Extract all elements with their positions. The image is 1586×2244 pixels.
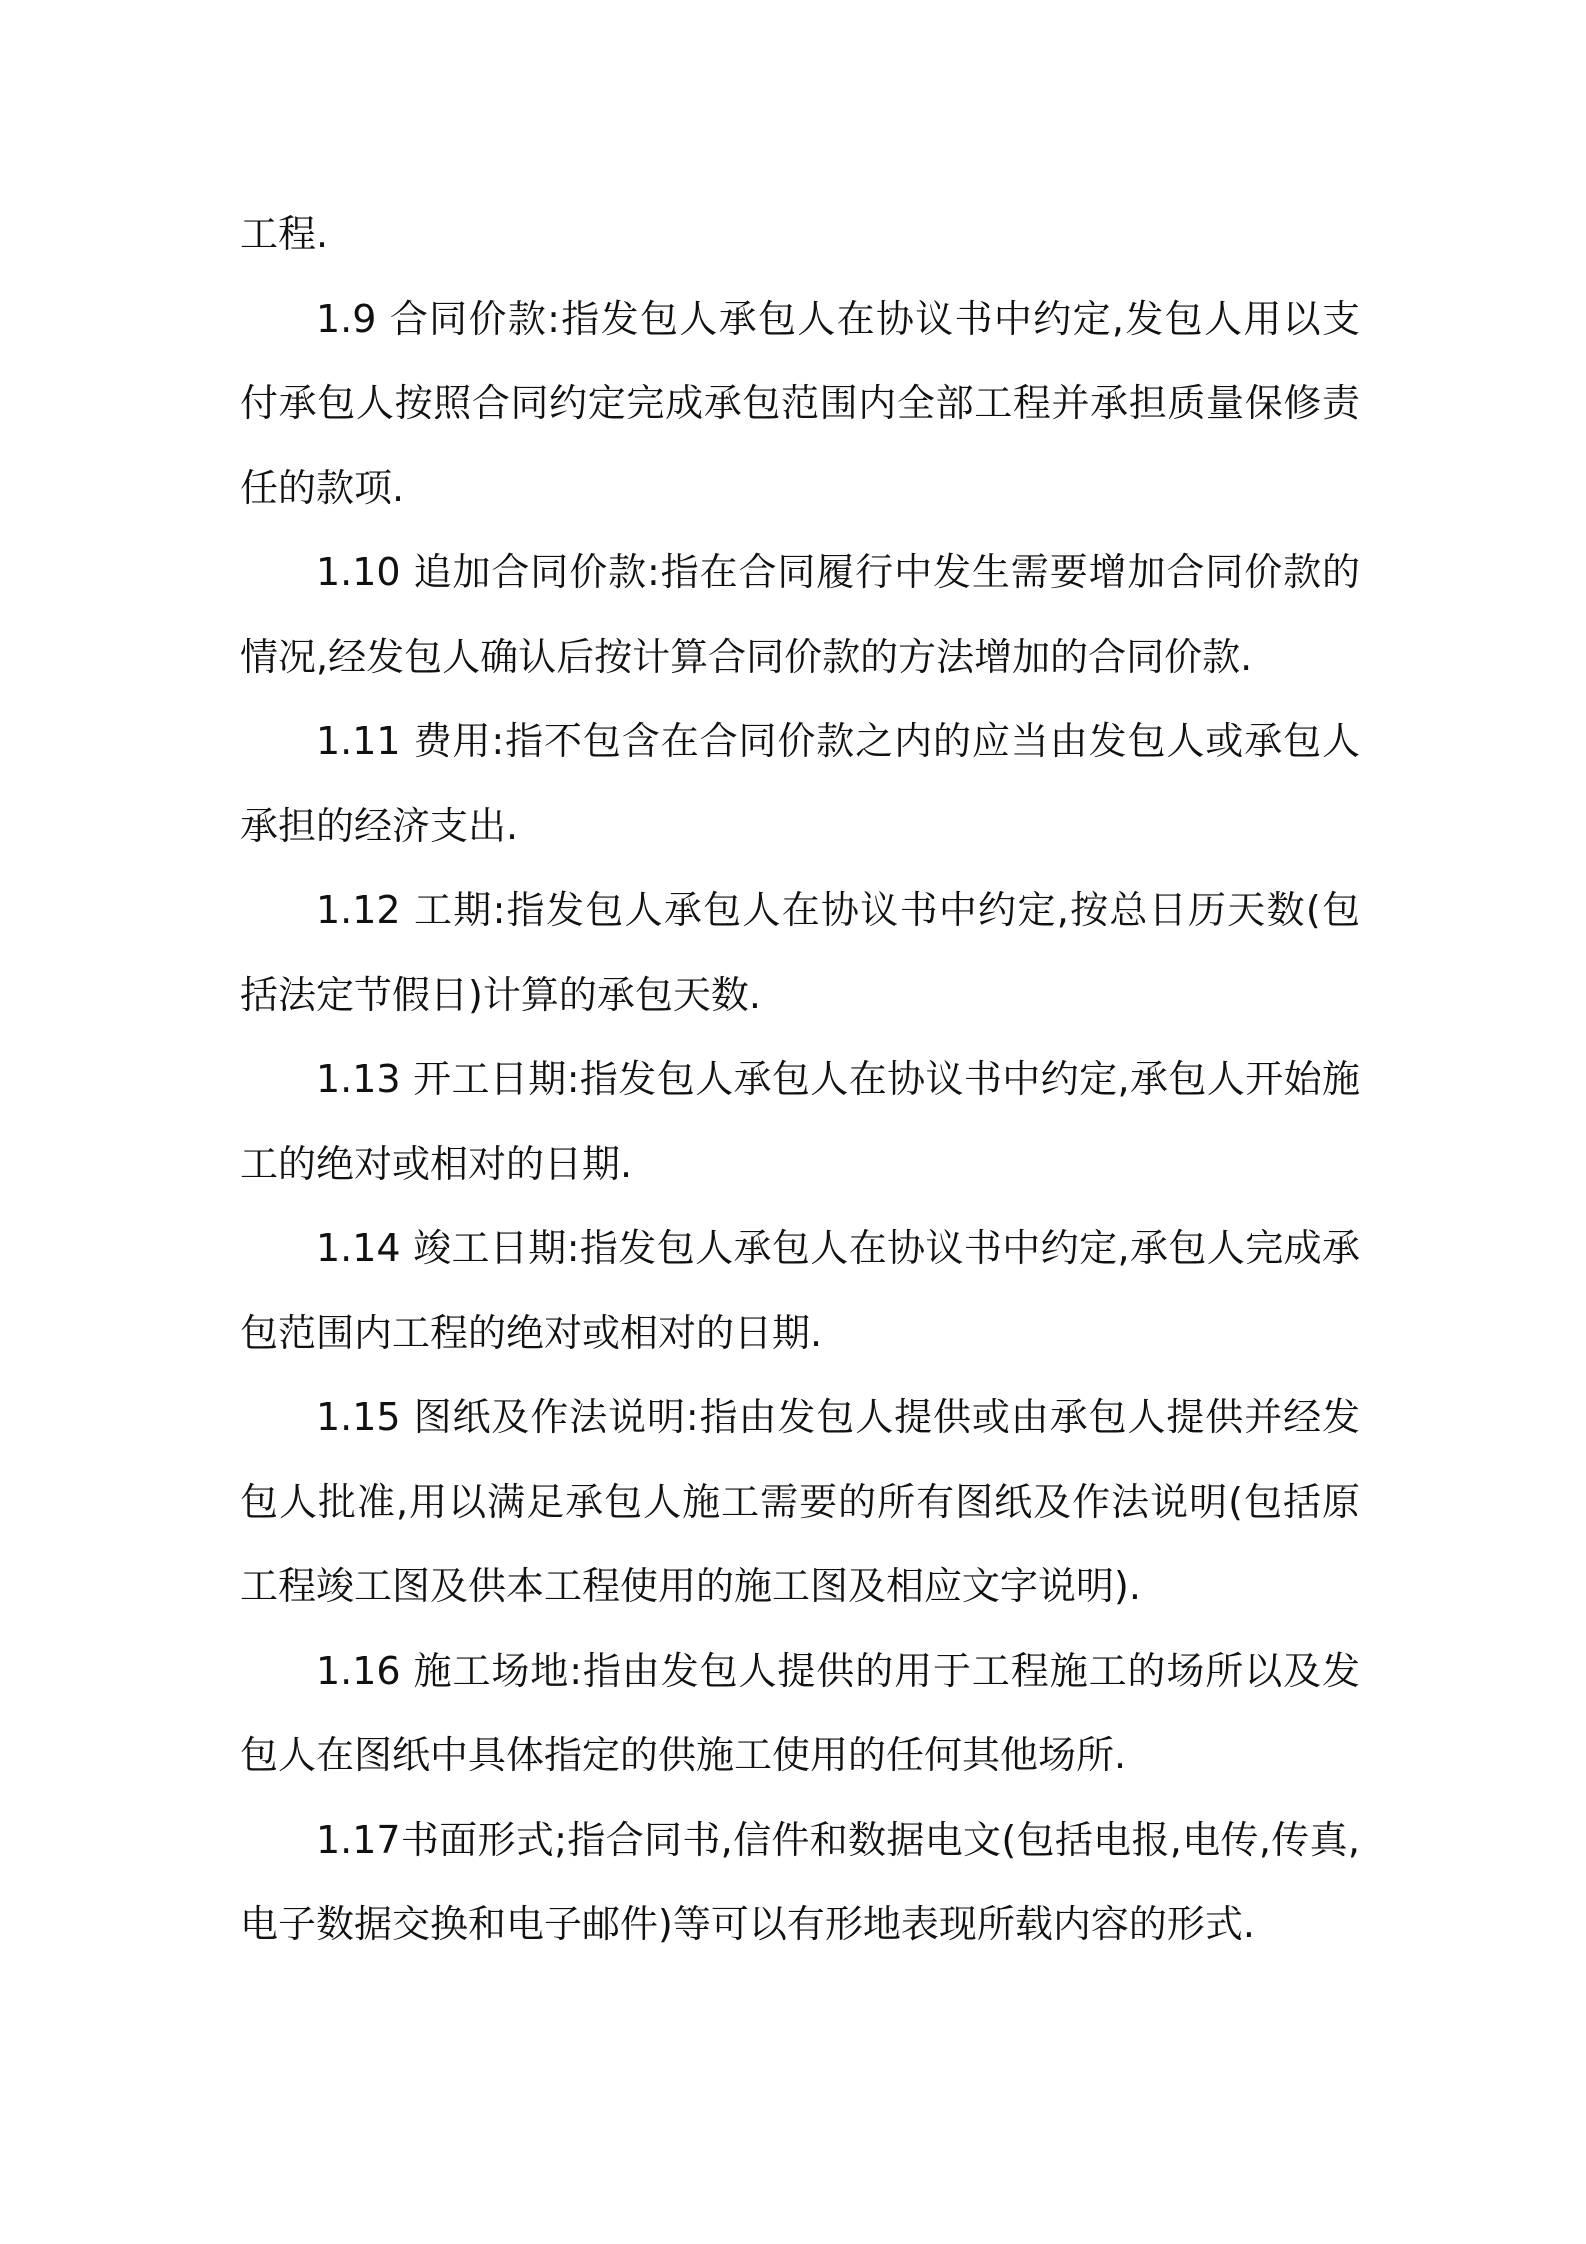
clause-1-14: 1.14 竣工日期:指发包人承包人在协议书中约定,承包人完成承包范围内工程的绝对或相对的日期. — [240, 1226, 1360, 1355]
clause-1-17: 1.17书面形式;指合同书,信件和数据电文(包括电报,电传,传真,电子数据交换和电子邮件)等可以有形地表现所载内容的形式. — [240, 1817, 1360, 1946]
clause-1-12: 1.12 工期:指发包人承包人在协议书中约定,按总日历天数(包括法定节假日)计算的承包天数. — [240, 888, 1360, 1017]
clause-1-10: 1.10 追加合同价款:指在合同履行中发生需要增加合同价款的情况,经发包人确认后按计算合同价款的方法增加的合同价款. — [240, 550, 1360, 679]
clause-1-15: 1.15 图纸及作法说明:指由发包人提供或由承包人提供并经发包人批准,用以满足承包人施工需要的所有图纸及作法说明(包括原工程竣工图及供本工程使用的施工图及相应文字说明). — [240, 1395, 1360, 1608]
clause-1-11: 1.11 费用:指不包含在合同价款之内的应当由发包人或承包人承担的经济支出. — [240, 719, 1360, 848]
paragraph-continuation: 工程. — [240, 212, 329, 256]
clause-1-13: 1.13 开工日期:指发包人承包人在协议书中约定,承包人开始施工的绝对或相对的日期. — [240, 1057, 1360, 1186]
clause-1-16: 1.16 施工场地:指由发包人提供的用于工程施工的场所以及发包人在图纸中具体指定的供施工使用的任何其他场所. — [240, 1648, 1360, 1777]
document-body — [240, 192, 1360, 1967]
clause-1-9: 1.9 合同价款:指发包人承包人在协议书中约定,发包人用以支付承包人按照合同约定完成承包范围内全部工程并承担质量保修责任的款项. — [240, 296, 1360, 510]
